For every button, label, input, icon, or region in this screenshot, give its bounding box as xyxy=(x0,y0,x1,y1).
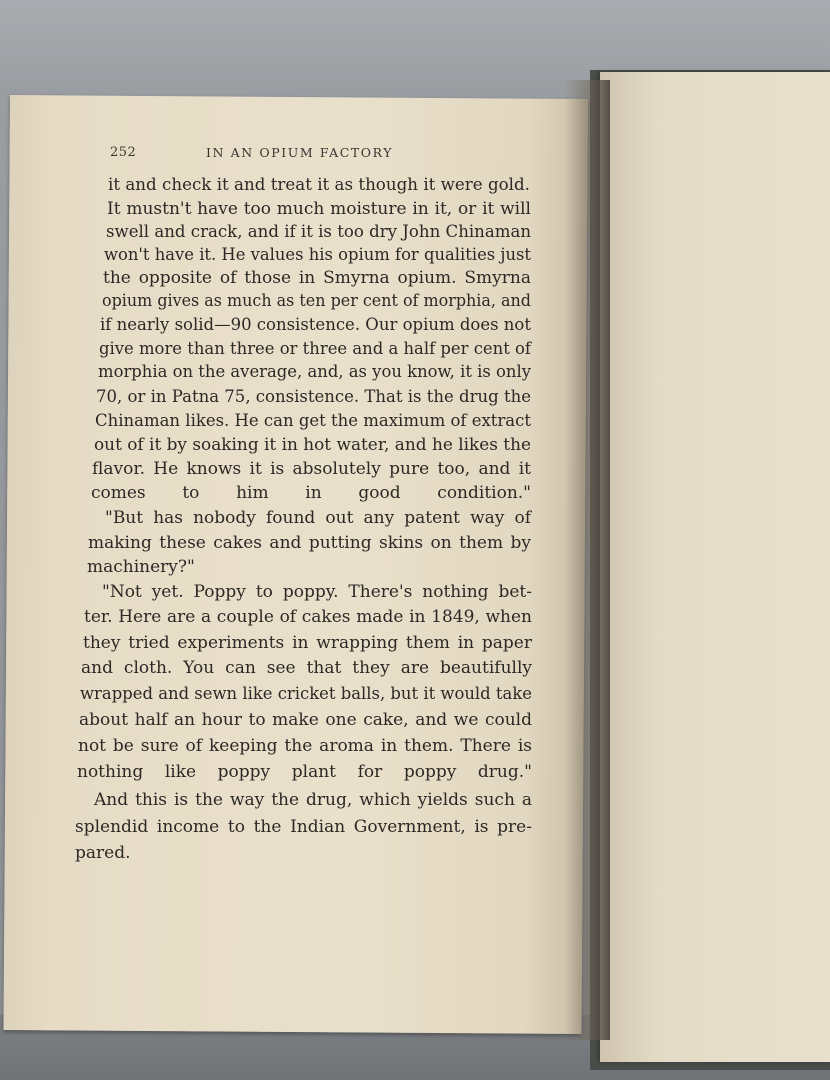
text-line: machinery?" xyxy=(87,557,195,577)
page-number: 252 xyxy=(110,145,137,160)
text-line: won't have it. He values his opium for qualities just xyxy=(104,245,531,265)
text-line: flavor. He knows it is absolutely pure too, and it xyxy=(92,459,531,479)
text-line: "Not yet. Poppy to poppy. There's nothing bet- xyxy=(102,582,532,602)
text-line: morphia on the average, and, as you know, it is only xyxy=(98,362,531,382)
text-line: pared. xyxy=(75,843,131,863)
text-line: nothing like poppy plant for poppy drug." xyxy=(77,762,532,782)
text-line: give more than three or three and a half per cent of xyxy=(99,339,531,359)
text-line: it and check it and treat it as though it were gold. xyxy=(108,175,530,195)
running-head: IN AN OPIUM FACTORY xyxy=(206,145,394,160)
text-line: if nearly solid—90 consistence. Our opium does not xyxy=(100,315,531,335)
text-line: Chinaman likes. He can get the maximum of extract xyxy=(95,411,531,431)
text-line: the opposite of those in Smyrna opium. Smyrna xyxy=(103,268,531,288)
text-line: And this is the way the drug, which yields such a xyxy=(94,790,532,810)
text-line: "But has nobody found out any patent way of xyxy=(105,508,531,528)
text-line: 70, or in Patna 75, consistence. That is the drug the xyxy=(96,387,531,407)
text-line: It mustn't have too much moisture in it, or it will xyxy=(107,199,531,219)
text-line: wrapped and sewn like cricket balls, but it would take xyxy=(80,684,532,704)
text-line: swell and crack, and if it is too dry John Chinaman xyxy=(106,222,531,242)
text-line: and cloth. You can see that they are beautifully xyxy=(81,658,532,678)
text-line: about half an hour to make one cake, and we could xyxy=(79,710,532,730)
text-line: out of it by soaking it in hot water, and he likes the xyxy=(94,435,531,455)
text-line: comes to him in good condition." xyxy=(91,483,531,503)
text-line: splendid income to the Indian Government, is pre- xyxy=(75,817,532,837)
text-line: not be sure of keeping the aroma in them. There is xyxy=(78,736,532,756)
text-line: ter. Here are a couple of cakes made in 1849, when xyxy=(84,607,532,627)
text-line: they tried experiments in wrapping them in paper xyxy=(83,633,532,653)
text-line: making these cakes and putting skins on them by xyxy=(88,533,531,553)
text-line: opium gives as much as ten per cent of morphia, and xyxy=(102,291,531,311)
